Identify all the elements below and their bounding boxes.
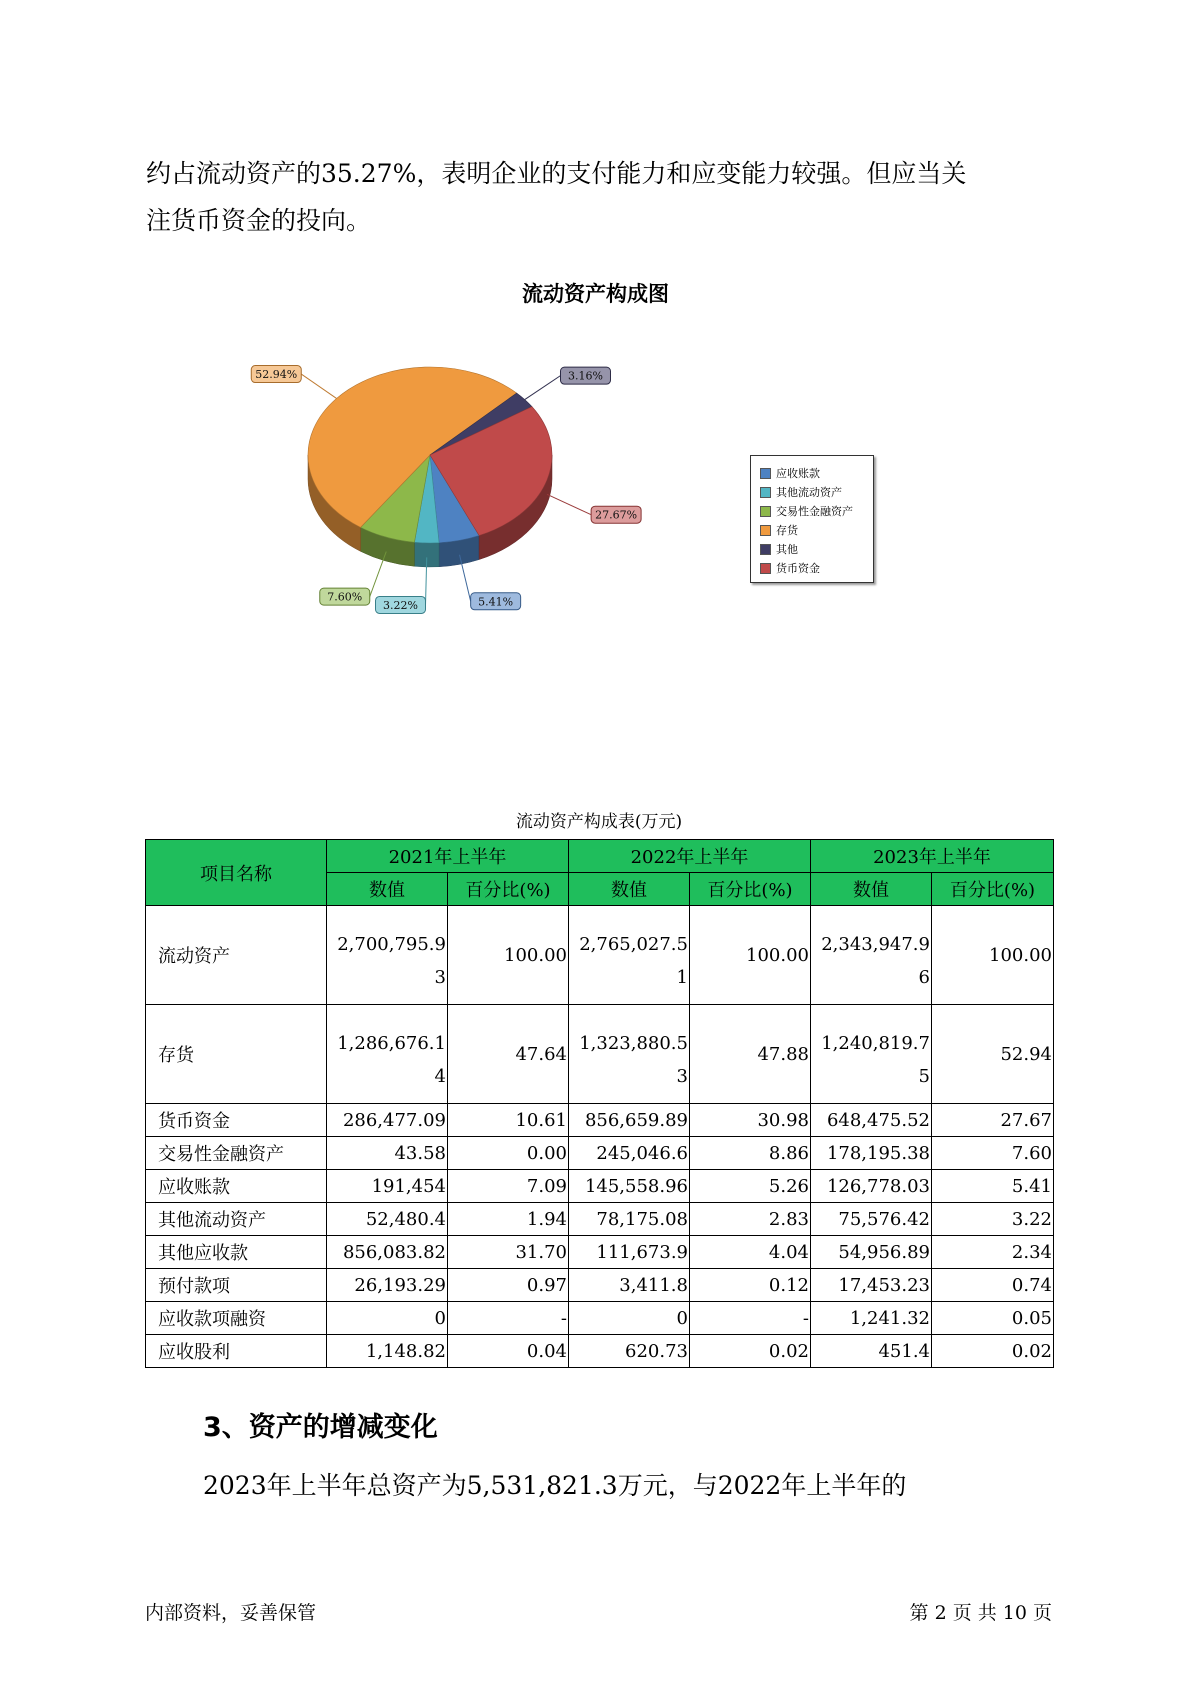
header-percent: 百分比(%) [690,873,811,906]
legend-item [751,559,873,577]
pie-chart [0,0,1191,640]
cell-value-text: 1,286,676.14 [337,1033,446,1087]
cell-percent: 0.02 [932,1335,1054,1368]
table-row [146,1203,1054,1236]
cell-value: 75,576.42 [811,1203,932,1236]
pie-data-label-2: 7.60% [327,590,363,604]
cell-percent: 7.60 [932,1137,1054,1170]
table-row [146,1137,1054,1170]
cell-value: 43.58 [327,1137,448,1170]
cell-percent: 1.94 [448,1203,569,1236]
table-row [146,906,1054,1005]
cell-percent: 5.26 [690,1170,811,1203]
row-name: 应收款项融资 [146,1302,327,1335]
cell-percent: 100.00 [690,906,811,1005]
cell-value: 3,411.8 [569,1269,690,1302]
legend-label: 交易性金融资产 [776,505,853,518]
table-row [146,1269,1054,1302]
cell-percent: 0.97 [448,1269,569,1302]
cell-value-text: 2,343,947.96 [821,934,930,988]
header-percent: 百分比(%) [932,873,1054,906]
table-caption: 流动资产构成表(万元) [515,812,683,832]
table-row [146,1104,1054,1137]
cell-value: 856,083.82 [327,1236,448,1269]
cell-percent: 0.02 [690,1335,811,1368]
cell-percent: 0.05 [932,1302,1054,1335]
cell-value [811,906,932,1005]
cell-value: 245,046.6 [569,1137,690,1170]
cell-value: 0 [569,1302,690,1335]
cell-value: 78,175.08 [569,1203,690,1236]
cell-value: 126,778.03 [811,1170,932,1203]
table-row [146,1236,1054,1269]
legend-item [751,540,873,558]
cell-percent: 0.12 [690,1269,811,1302]
cell-percent: 27.67 [932,1104,1054,1137]
cell-value: 111,673.9 [569,1236,690,1269]
cell-value: 26,193.29 [327,1269,448,1302]
page-number: 第 2 页 共 10 页 [909,1602,1052,1624]
chart-title: 流动资产构成图 [522,282,669,306]
row-name: 其他流动资产 [146,1203,327,1236]
row-name: 存货 [146,1005,327,1104]
cell-percent: 100.00 [932,906,1054,1005]
legend-item [751,483,873,501]
cell-value [569,1005,690,1104]
intro-line-1: 约占流动资产的35.27%，表明企业的支付能力和应变能力较强。但应当关 [146,159,967,188]
cell-value [569,906,690,1005]
legend-swatch [760,487,771,498]
cell-value: 17,453.23 [811,1269,932,1302]
header-value: 数值 [327,873,448,906]
cell-value: 54,956.89 [811,1236,932,1269]
section-heading: 3、资产的增减变化 [203,1412,438,1443]
cell-value: 52,480.4 [327,1203,448,1236]
footer-left: 内部资料，妥善保管 [145,1602,317,1624]
legend-label: 其他流动资产 [776,486,842,499]
pie-data-label-4: 3.16% [568,369,603,383]
current-assets-table [145,839,1054,1368]
pie-data-label-0: 5.41% [478,595,514,609]
cell-percent: - [448,1302,569,1335]
cell-percent: 31.70 [448,1236,569,1269]
pie-data-label-5: 27.67% [595,508,638,522]
row-name: 货币资金 [146,1104,327,1137]
legend-swatch [760,525,771,536]
row-name: 流动资产 [146,906,327,1005]
cell-value: 856,659.89 [569,1104,690,1137]
table-row [146,1005,1054,1104]
legend-item [751,521,873,539]
pie-data-label-3: 52.94% [255,368,298,382]
header-value: 数值 [811,873,932,906]
cell-value [811,1005,932,1104]
cell-value [327,906,448,1005]
legend-label: 存货 [776,524,798,537]
cell-value [327,1005,448,1104]
cell-percent: 47.64 [448,1005,569,1104]
legend-label: 应收账款 [776,467,820,480]
row-name: 交易性金融资产 [146,1137,327,1170]
cell-percent: 7.09 [448,1170,569,1203]
cell-percent: 3.22 [932,1203,1054,1236]
cell-value: 0 [327,1302,448,1335]
cell-value: 620.73 [569,1335,690,1368]
header-value: 数值 [569,873,690,906]
row-name: 预付款项 [146,1269,327,1302]
row-name: 其他应收款 [146,1236,327,1269]
cell-value: 1,148.82 [327,1335,448,1368]
header-item-name: 项目名称 [146,840,327,906]
cell-percent: 4.04 [690,1236,811,1269]
cell-value: 1,241.32 [811,1302,932,1335]
cell-value: 178,195.38 [811,1137,932,1170]
cell-percent: 2.83 [690,1203,811,1236]
legend-swatch [760,506,771,517]
cell-value-text: 1,323,880.53 [579,1033,688,1087]
cell-value: 286,477.09 [327,1104,448,1137]
header-percent: 百分比(%) [448,873,569,906]
cell-percent: 52.94 [932,1005,1054,1104]
cell-percent: 0.74 [932,1269,1054,1302]
chart-legend [750,455,874,583]
cell-value: 451.4 [811,1335,932,1368]
legend-label: 货币资金 [776,562,820,575]
header-period: 2022年上半年 [569,840,811,873]
header-period: 2021年上半年 [327,840,569,873]
intro-line-2: 注货币资金的投向。 [146,206,372,235]
cell-percent: 30.98 [690,1104,811,1137]
cell-percent: 10.61 [448,1104,569,1137]
row-name: 应收账款 [146,1170,327,1203]
legend-item [751,502,873,520]
cell-value-text: 2,700,795.93 [337,934,446,988]
legend-swatch [760,468,771,479]
cell-percent: 100.00 [448,906,569,1005]
cell-percent: 8.86 [690,1137,811,1170]
header-period: 2023年上半年 [811,840,1054,873]
legend-label: 其他 [776,543,798,556]
table-row [146,1302,1054,1335]
pie-data-label-1: 3.22% [383,598,418,612]
cell-percent: 2.34 [932,1236,1054,1269]
legend-swatch [760,563,771,574]
section-paragraph: 2023年上半年总资产为5,531,821.3万元，与2022年上半年的 [203,1471,907,1500]
cell-value-text: 1,240,819.75 [821,1033,930,1087]
legend-swatch [760,544,771,555]
cell-percent: 0.04 [448,1335,569,1368]
cell-value: 145,558.96 [569,1170,690,1203]
cell-percent: 47.88 [690,1005,811,1104]
row-name: 应收股利 [146,1335,327,1368]
cell-percent: 5.41 [932,1170,1054,1203]
cell-value: 648,475.52 [811,1104,932,1137]
table-row [146,1170,1054,1203]
cell-percent: 0.00 [448,1137,569,1170]
legend-item [751,464,873,482]
cell-value-text: 2,765,027.51 [579,934,688,988]
cell-value: 191,454 [327,1170,448,1203]
cell-percent: - [690,1302,811,1335]
table-row [146,1335,1054,1368]
